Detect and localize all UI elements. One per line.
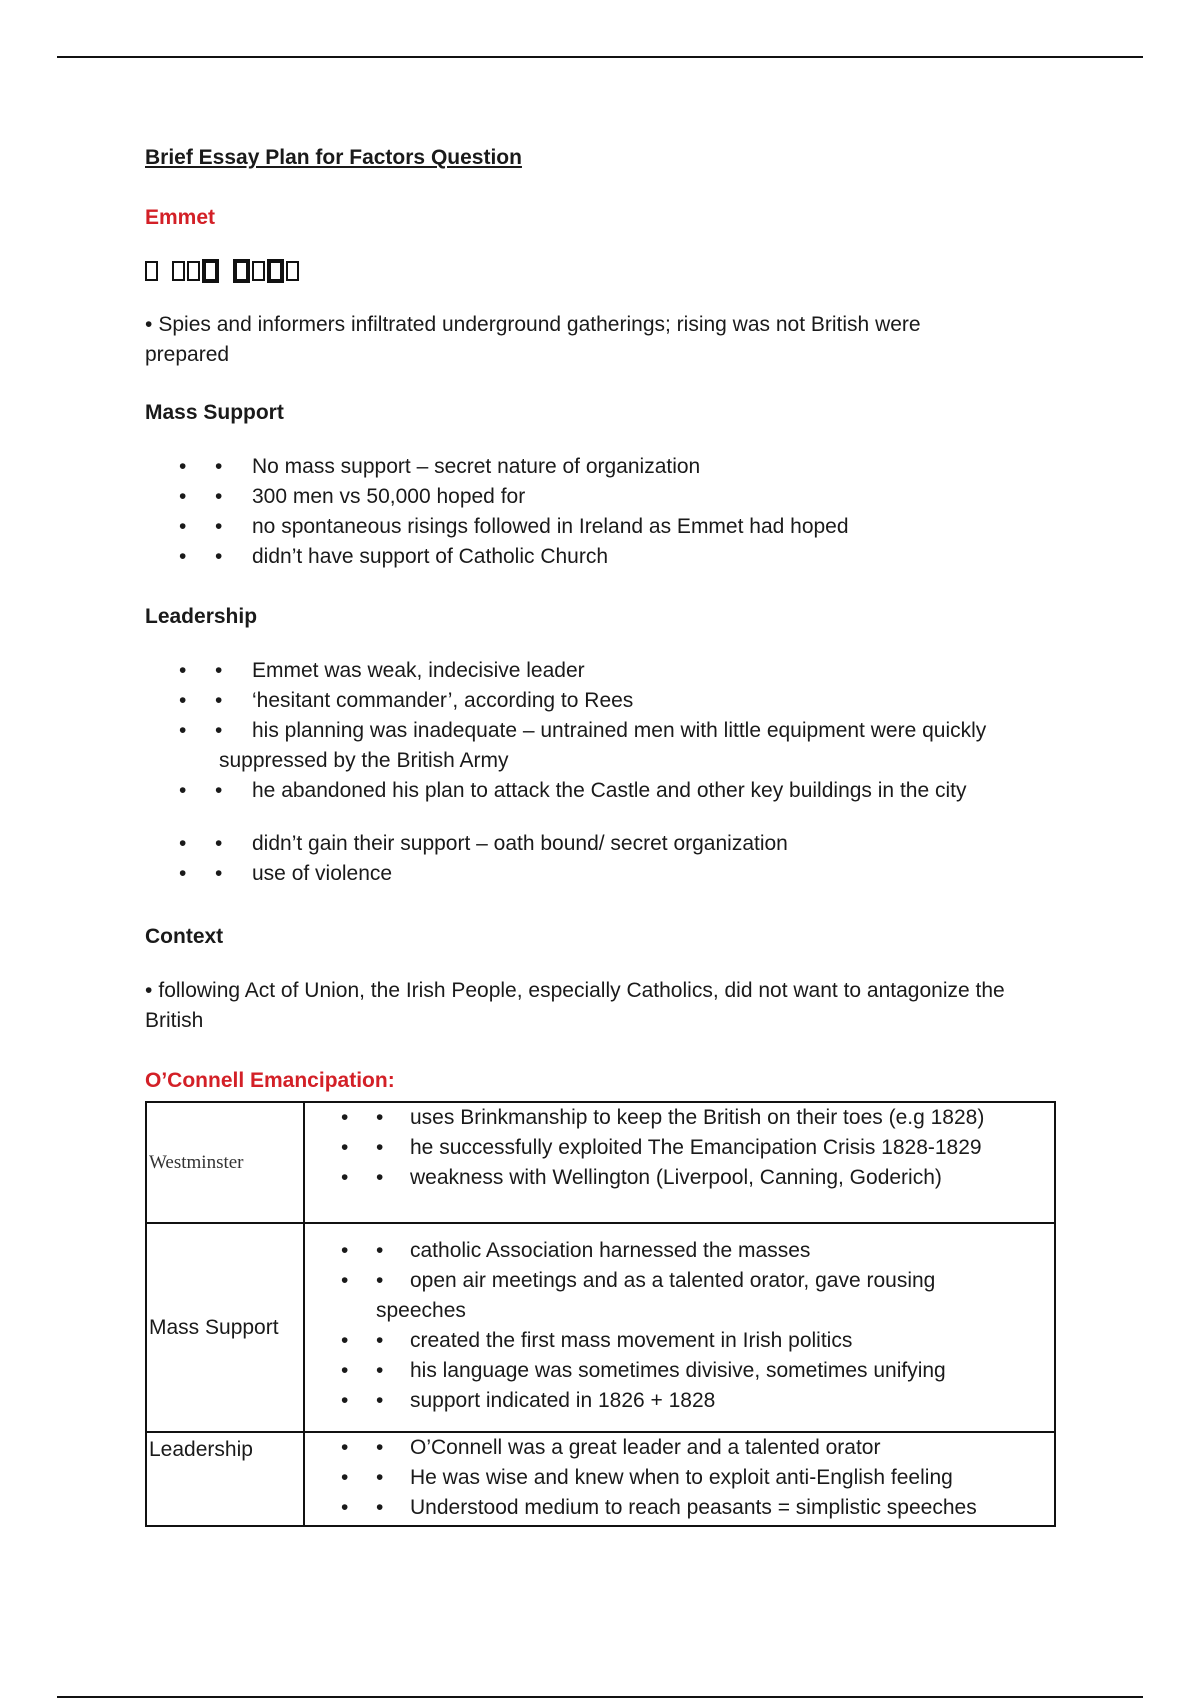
list-item: • • He was wise and knew when to exploit anti-English feeling bbox=[341, 1466, 953, 1489]
emmet-leadership-heading: Leadership bbox=[145, 605, 258, 628]
mass-support-list bbox=[305, 1236, 1054, 1416]
emmet-context-heading: Context bbox=[145, 925, 224, 948]
row-label-leadership: Leadership bbox=[146, 1432, 304, 1526]
list-item: • • he successfully exploited The Emancipation Crisis 1828-1829 bbox=[341, 1136, 982, 1159]
list-item: • • didn’t have support of Catholic Church bbox=[179, 545, 609, 568]
list-item: • • 300 men vs 50,000 hoped for bbox=[179, 485, 526, 508]
list-item: • • Emmet was weak, indecisive leader bbox=[179, 659, 585, 682]
list-item: • • No mass support – secret nature of organization bbox=[179, 455, 701, 478]
list-item: • • open air meetings and as a talented orator, gave rousing speeches bbox=[341, 1269, 936, 1322]
row-cell bbox=[304, 1223, 1055, 1432]
table-row bbox=[146, 1223, 1055, 1432]
westminster-list bbox=[305, 1103, 1054, 1193]
row-cell bbox=[304, 1432, 1055, 1526]
page-title: Brief Essay Plan for Factors Question bbox=[145, 146, 522, 169]
top-rule bbox=[57, 56, 1143, 58]
list-item: • • use of violence bbox=[179, 862, 393, 885]
leadership-list bbox=[305, 1433, 1054, 1523]
list-item: • • didn’t gain their support – oath bound/ secret organization bbox=[179, 832, 788, 855]
emmet-mass-support-list bbox=[145, 452, 1045, 572]
emmet-leadership-extra-list bbox=[145, 829, 1045, 889]
list-item: • • no spontaneous risings followed in Ireland as Emmet had hoped bbox=[179, 515, 849, 538]
bottom-rule bbox=[57, 1696, 1143, 1698]
list-item: • • O’Connell was a great leader and a talented orator bbox=[341, 1436, 881, 1459]
row-cell bbox=[304, 1102, 1055, 1223]
row-label-mass-support: Mass Support bbox=[146, 1223, 304, 1432]
emmet-leadership-list bbox=[145, 656, 1045, 806]
list-item: • • his planning was inadequate – untrained men with little equipment were quickly suppressed by the British Army bbox=[179, 719, 987, 772]
list-item: • • created the first mass movement in Irish politics bbox=[341, 1329, 853, 1352]
list-item: • • ‘hesitant commander’, according to Rees bbox=[179, 689, 634, 712]
emmet-mass-support-heading: Mass Support bbox=[145, 401, 284, 424]
list-item: • • Understood medium to reach peasants = simplistic speeches bbox=[341, 1496, 977, 1519]
table-row bbox=[146, 1432, 1055, 1526]
emmet-intro-paragraph: • Spies and informers infiltrated underground gatherings; rising was not British were prepared bbox=[145, 313, 921, 366]
list-item: • • he abandoned his plan to attack the Castle and other key buildings in the city bbox=[179, 779, 967, 802]
missing-glyph-symbols bbox=[145, 256, 301, 286]
table-row bbox=[146, 1102, 1055, 1223]
emmet-context-paragraph: • following Act of Union, the Irish People, especially Catholics, did not want to antagonize the British bbox=[145, 979, 1005, 1032]
list-item: • • his language was sometimes divisive, sometimes unifying bbox=[341, 1359, 946, 1382]
emmet-heading: Emmet bbox=[145, 206, 216, 229]
oconnell-factors-table bbox=[145, 1101, 1056, 1527]
list-item: • • catholic Association harnessed the masses bbox=[341, 1239, 811, 1262]
list-item: • • weakness with Wellington (Liverpool, Canning, Goderich) bbox=[341, 1166, 942, 1189]
oconnell-heading: O’Connell Emancipation: bbox=[145, 1069, 395, 1092]
list-item: • • support indicated in 1826 + 1828 bbox=[341, 1389, 716, 1412]
row-label-westminster: Westminster bbox=[146, 1102, 304, 1223]
list-item: • • uses Brinkmanship to keep the British on their toes (e.g 1828) bbox=[341, 1106, 985, 1129]
